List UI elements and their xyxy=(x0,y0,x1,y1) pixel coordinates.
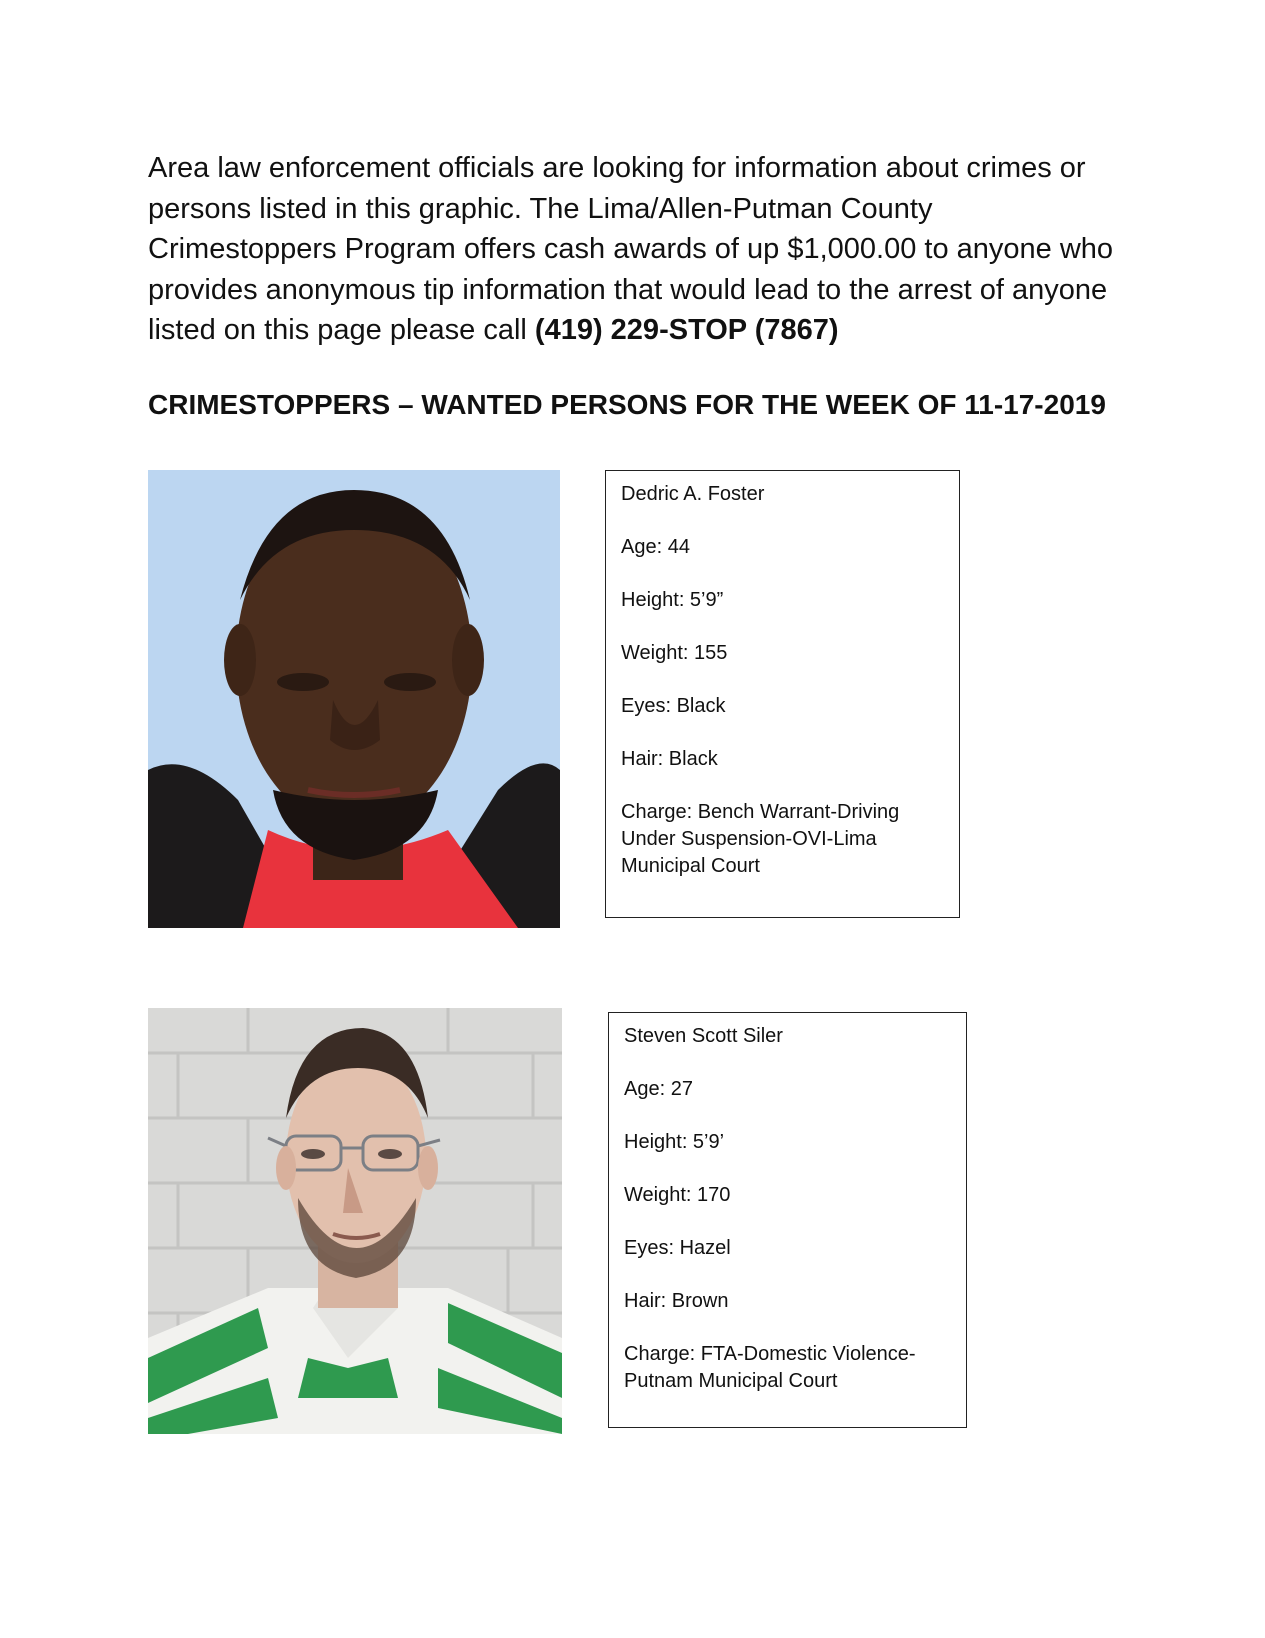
intro-paragraph xyxy=(148,148,1128,351)
mugshot-photo-1 xyxy=(148,470,560,928)
person-age: Age: 44 xyxy=(621,536,690,558)
person-hair: Hair: Brown xyxy=(624,1290,729,1312)
person-age: Age: 27 xyxy=(624,1078,693,1100)
person-charge: Charge: Bench Warrant-Driving Under Suspension-OVI-Lima Municipal Court xyxy=(621,801,900,877)
intro-text: Area law enforcement officials are looking for information about crimes or persons listed in this graphic. The Lima/Allen-Putman County Crimestoppers Program offers cash awards of up $1,000.00 to anyone who provides anonymous tip information that would lead to the arrest of anyone listed on this page please call xyxy=(148,152,1114,346)
mugshot-photo-2 xyxy=(148,1008,562,1434)
person-weight: Weight: 170 xyxy=(624,1184,731,1206)
person-weight: Weight: 155 xyxy=(621,642,728,664)
tip-phone-number: (419) 229-STOP (7867) xyxy=(534,314,839,346)
person-charge: Charge: FTA-Domestic Violence-Putnam Municipal Court xyxy=(624,1343,916,1392)
person-info-box-2 xyxy=(608,1012,967,1428)
person-height: Height: 5’9” xyxy=(621,589,724,611)
person-hair: Hair: Black xyxy=(621,748,718,770)
person-height: Height: 5’9’ xyxy=(624,1131,725,1153)
person-eyes: Eyes: Black xyxy=(621,695,726,717)
person-eyes: Eyes: Hazel xyxy=(624,1237,731,1259)
person-name: Dedric A. Foster xyxy=(621,483,765,505)
page-headline: CRIMESTOPPERS – WANTED PERSONS FOR THE WEEK OF 11-17-2019 xyxy=(148,389,1106,420)
person-info-box-1 xyxy=(605,470,960,918)
person-name: Steven Scott Siler xyxy=(624,1025,783,1047)
